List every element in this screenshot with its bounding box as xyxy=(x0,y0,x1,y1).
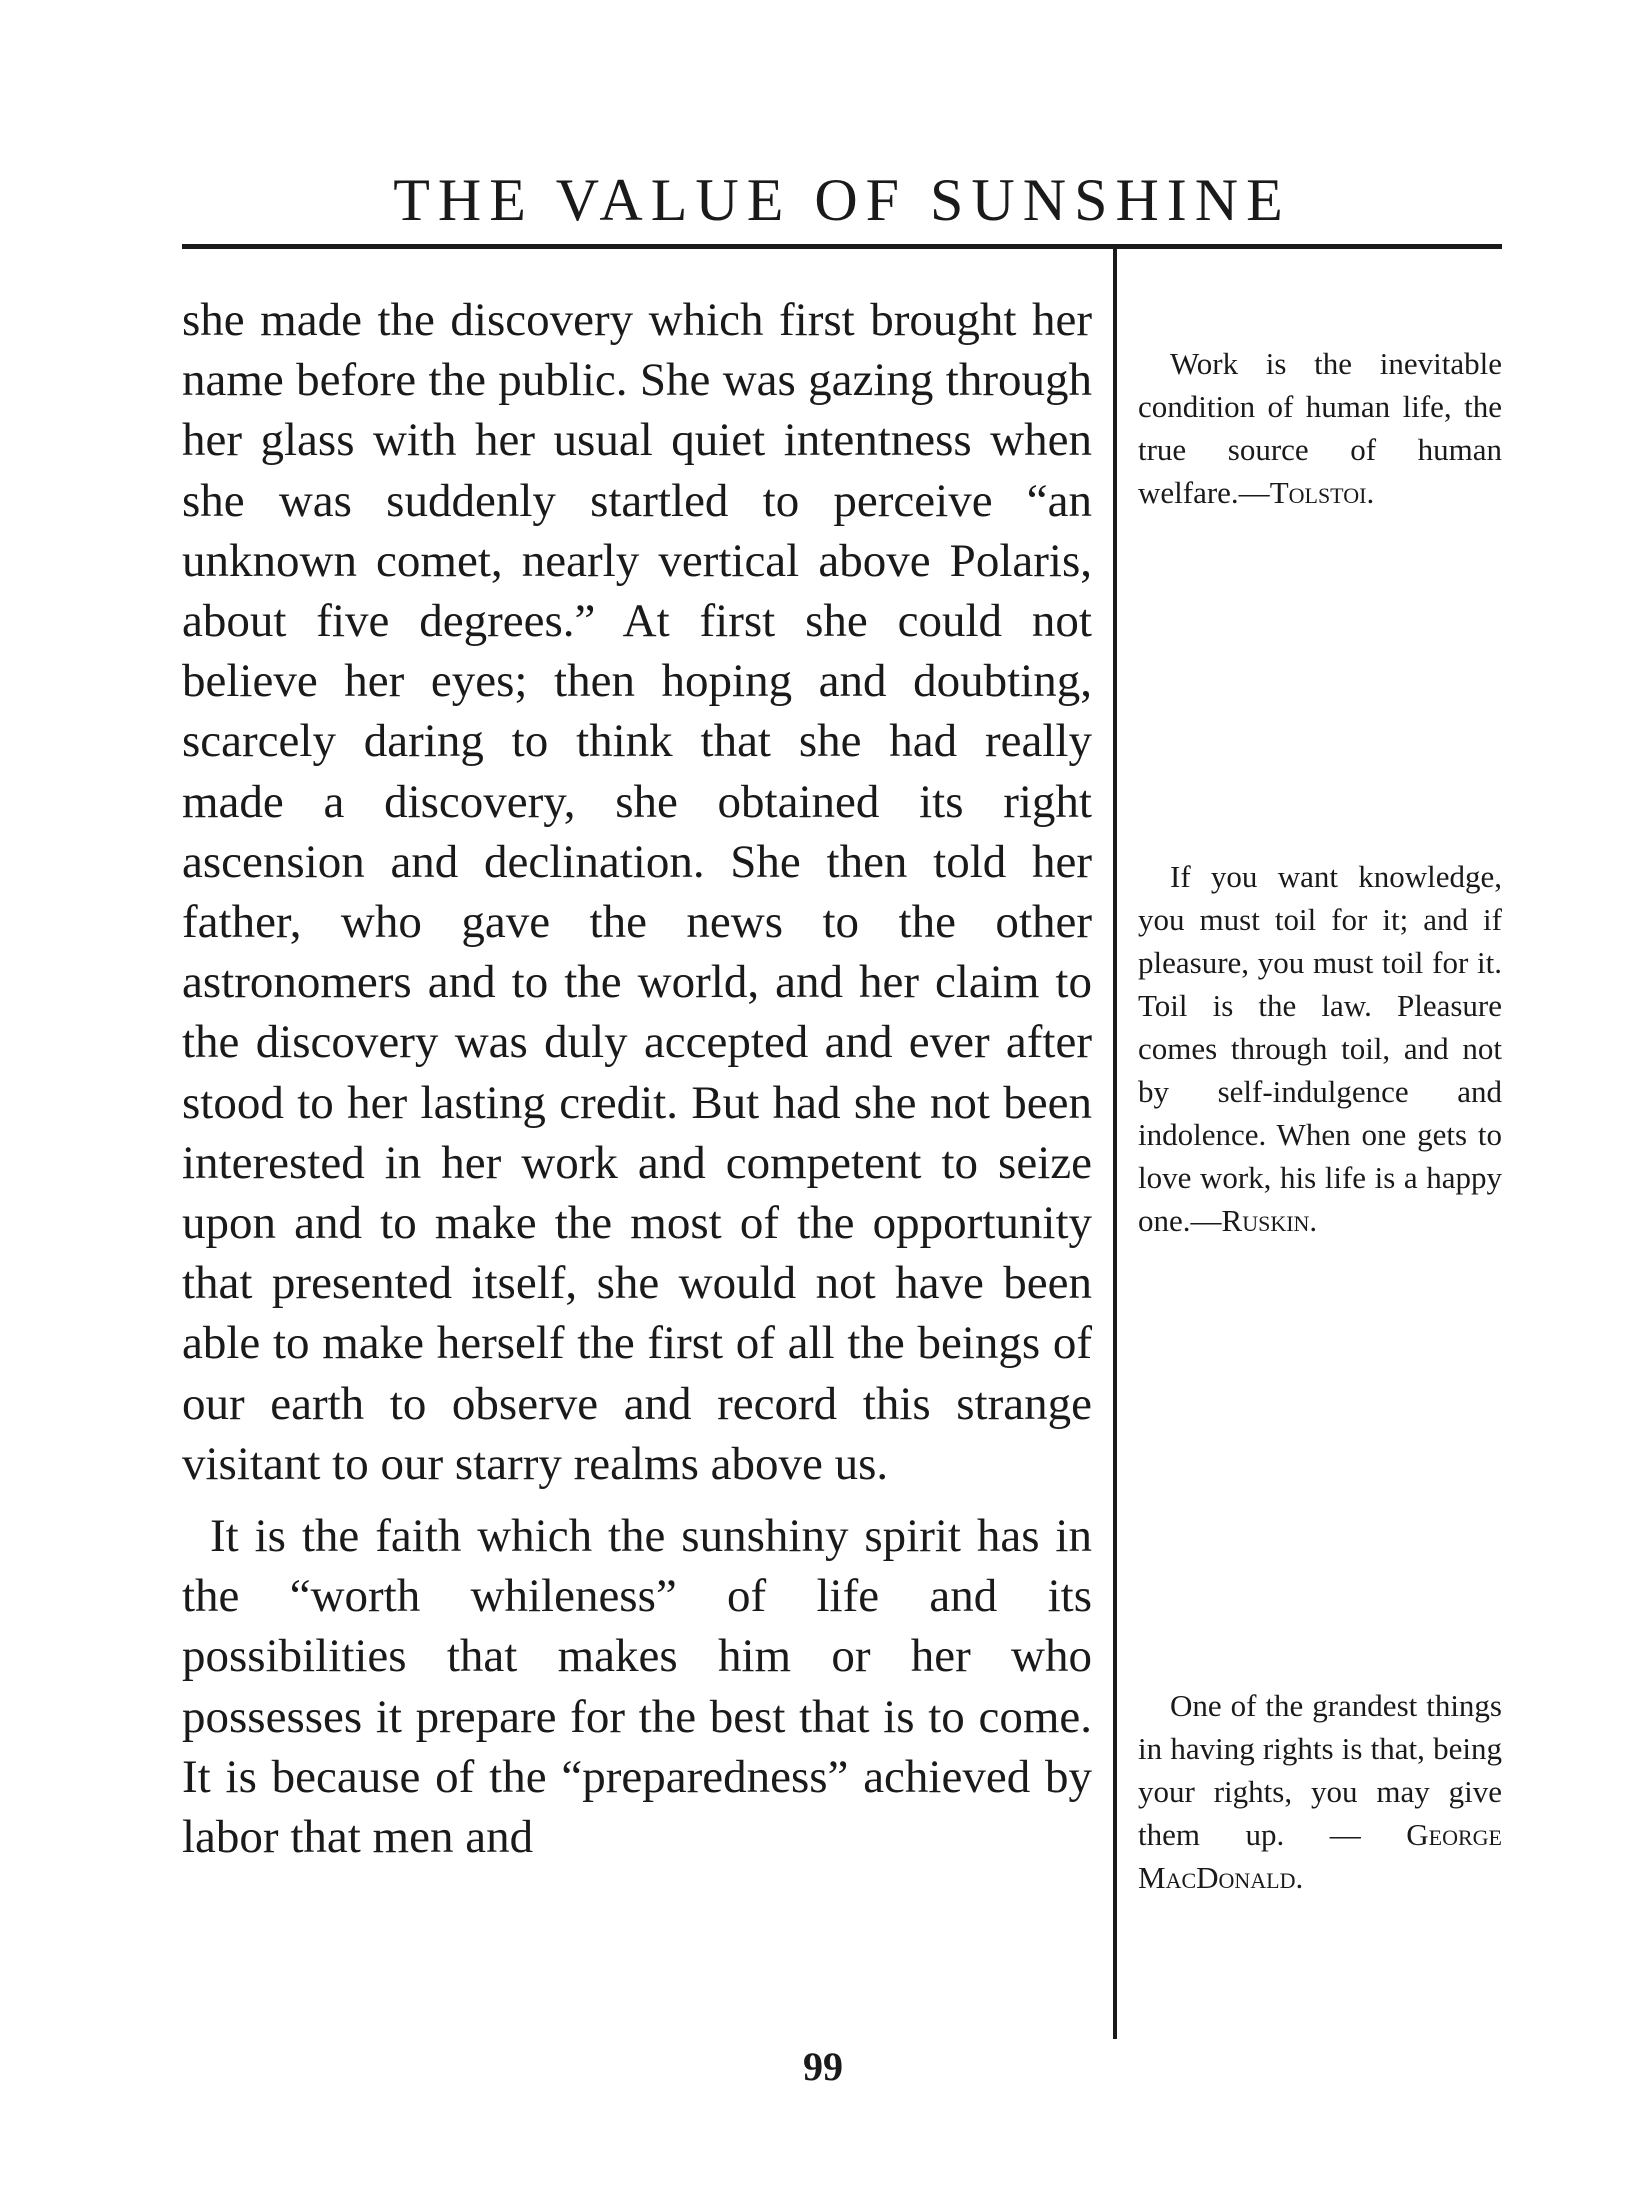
sidebar-quote-tolstoi xyxy=(1138,342,1502,514)
quote-author: Ruskin. xyxy=(1221,1203,1318,1238)
main-text-column xyxy=(182,290,1092,1867)
running-head: THE VALUE OF SUNSHINE xyxy=(393,167,1291,233)
quote-text xyxy=(1138,342,1502,514)
quote-body: If you want knowledge, you must toil for it; and if pleasure, you must toil for it. Toil is the law. Pleasure comes through toil, and not by self-indulgence and indolence. When one gets to love work, his life is a happy one.— xyxy=(1138,859,1502,1238)
body-paragraph: she made the discovery which first brought her name before the public. She was gazing through her glass with her usual quiet intentness when she was suddenly startled to perceive “an unknown comet, nearly vertical above Polaris, about five degrees.” At first she could not believe her eyes; then hoping and doubting, scarcely daring to think that she had really made a discovery, she obtained its right ascension and declination. She then told her father, who gave the news to the other astronomers and to the world, and her claim to the discovery was duly accepted and ever after stood to her lasting credit. But had she not been interested in her work and competent to seize upon and to make the most of the opportunity that presented itself, she would not have been able to make herself the first of all the beings of our earth to observe and record this strange visitant to our starry realms above us. xyxy=(182,294,1092,1490)
quote-author: George MacDonald. xyxy=(1138,1817,1502,1895)
body-paragraph: It is the faith which the sunshiny spirit has in the “worth whileness” of life and its possibilities that makes him or her who possesses it prepare for the best that is to come. It is because of the “preparedness” achieved by labor that men and xyxy=(182,1510,1092,1864)
quote-author: Tolstoi. xyxy=(1269,475,1375,510)
page-number: 99 xyxy=(803,2044,843,2089)
sidebar-quote-ruskin xyxy=(1138,855,1502,1242)
quote-body: One of the grandest things in having rights is that, being your rights, you may give them up. — xyxy=(1138,1688,1502,1852)
header-rule xyxy=(182,244,1502,249)
quote-text xyxy=(1138,855,1502,1242)
sidebar-quote-macdonald xyxy=(1138,1684,1502,1899)
column-divider xyxy=(1113,249,1117,2039)
quote-body: Work is the inevitable condition of human life, the true source of human welfare.— xyxy=(1138,346,1502,510)
quote-text xyxy=(1138,1684,1502,1899)
